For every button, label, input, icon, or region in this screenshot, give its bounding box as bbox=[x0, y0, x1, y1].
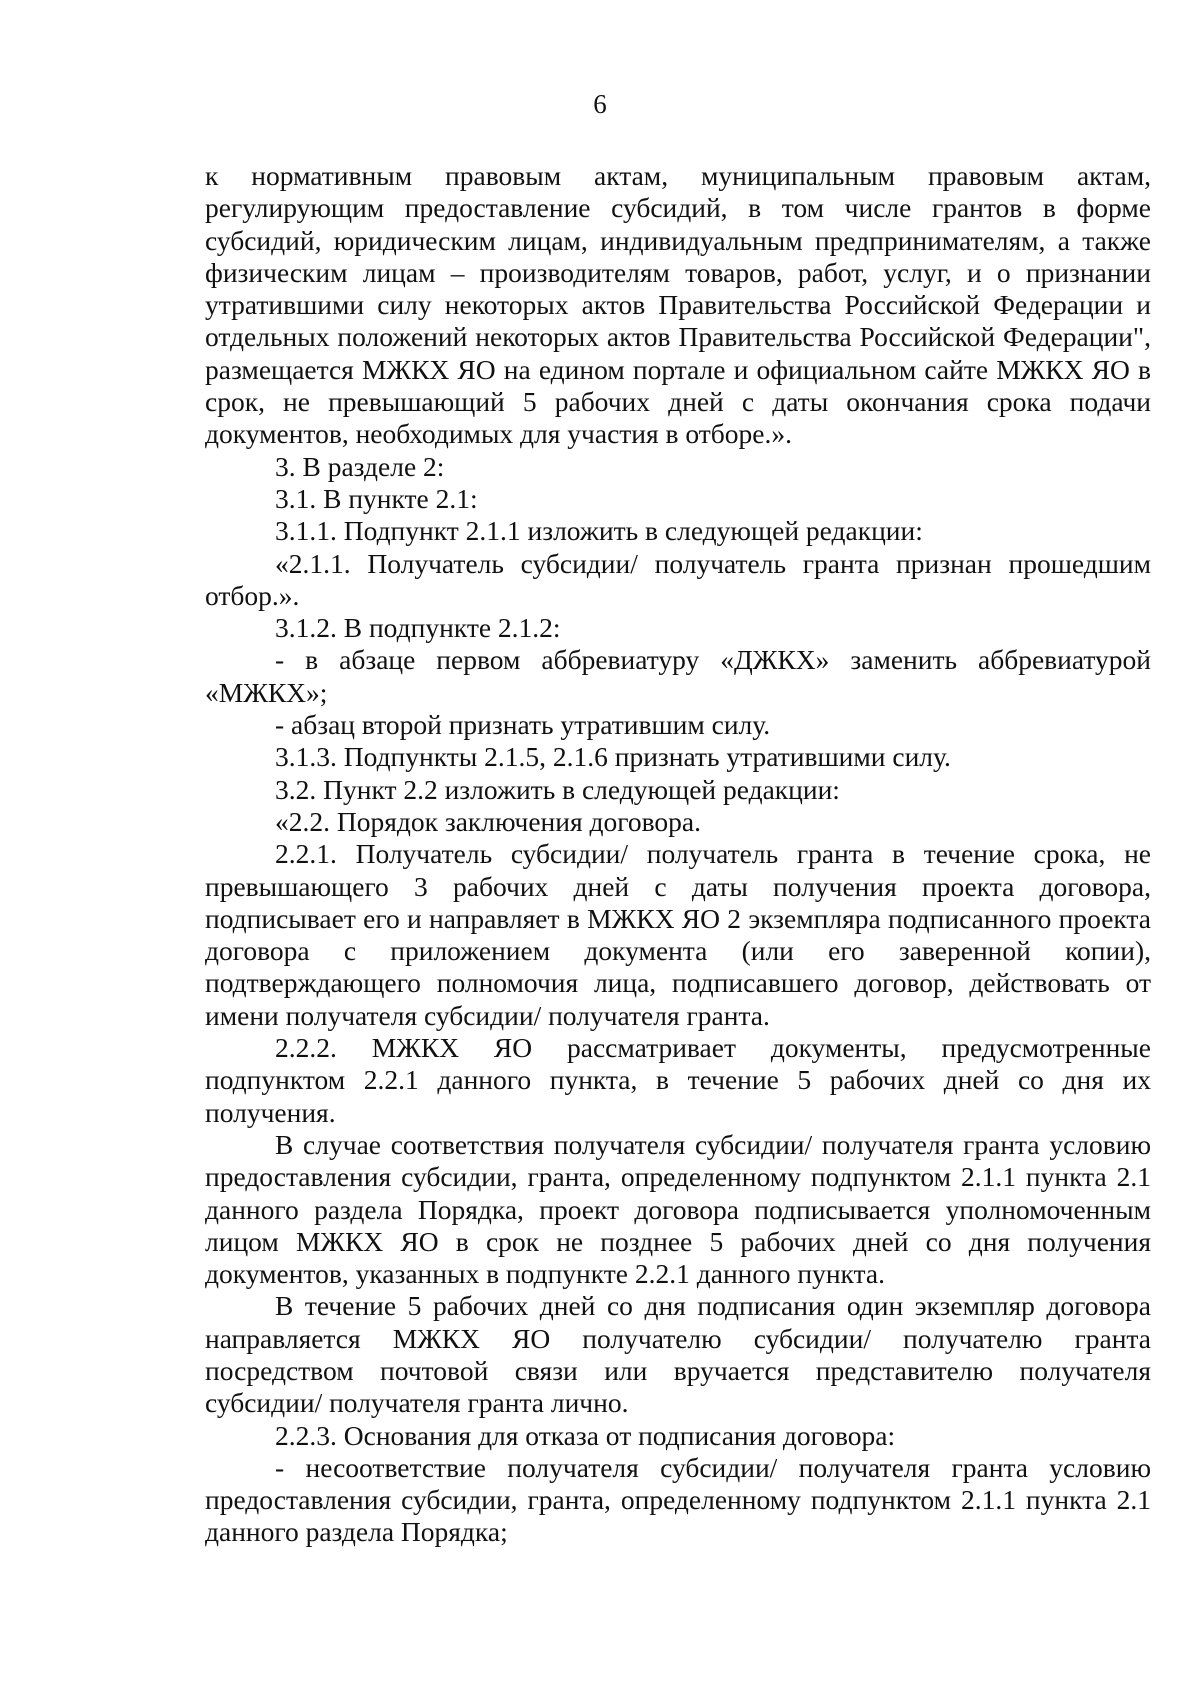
paragraph-9: 3.1.3. Подпункты 2.1.5, 2.1.6 признать утратившими силу. bbox=[275, 741, 951, 773]
paragraph-8: - абзац второй признать утратившим силу. bbox=[275, 709, 771, 741]
paragraph-15: В течение 5 рабочих дней со дня подписания один экземпляр договора направляется МЖКХ ЯО получателю субсидии/ получателю гранта посредством почтовой связи или вручается представителю получателя субсидии/ получателя гранта лично. bbox=[205, 1290, 1151, 1419]
paragraph-3: 3.1. В пункте 2.1: bbox=[275, 482, 478, 514]
paragraph-2: 3. В разделе 2: bbox=[275, 450, 445, 482]
paragraph-6: 3.1.2. В подпункте 2.1.2: bbox=[275, 612, 561, 644]
paragraph-5: «2.1.1. Получатель субсидии/ получатель гранта признан прошедшим отбор.». bbox=[205, 547, 1151, 611]
paragraph-4: 3.1.1. Подпункт 2.1.1 изложить в следующей редакции: bbox=[275, 515, 923, 547]
paragraph-1: к нормативным правовым актам, муниципальным правовым актам, регулирующим предоставление субсидий, в том числе грантов в форме субсидий, юридическим лицам, индивидуальным предпринимателям, а также физическим лицам – производителям товаров, работ, услуг, и о признании утратившими силу некоторых актов Правительства Российской Федерации и отдельных положений некоторых актов Правительства Российской Федерации", размещается МЖКХ ЯО на едином портале и официальном сайте МЖКХ ЯО в срок, не превышающий 5 рабочих дней с даты окончания срока подачи документов, необходимых для участия в отборе.». bbox=[205, 160, 1151, 450]
paragraph-13: 2.2.2. МЖКХ ЯО рассматривает документы, предусмотренные подпунктом 2.2.1 данного пункта, в течение 5 рабочих дней со дня их получения. bbox=[205, 1032, 1151, 1128]
paragraph-14: В случае соответствия получателя субсидии/ получателя гранта условию предоставления субсидии, гранта, определенному подпунктом 2.1.1 пункта 2.1 данного раздела Порядка, проект договора подписывается уполномоченным лицом МЖКХ ЯО в срок не позднее 5 рабочих дней со дня получения документов, указанных в подпункте 2.2.1 данного пункта. bbox=[205, 1128, 1151, 1290]
page-number: 6 bbox=[593, 89, 607, 119]
document-body bbox=[205, 160, 1151, 1549]
paragraph-16: 2.2.3. Основания для отказа от подписания договора: bbox=[275, 1419, 896, 1451]
paragraph-10: 3.2. Пункт 2.2 изложить в следующей редакции: bbox=[275, 773, 840, 805]
paragraph-17: - несоответствие получателя субсидии/ получателя гранта условию предоставления субсидии, гранта, определенному подпунктом 2.1.1 пункта 2.1 данного раздела Порядка; bbox=[205, 1451, 1151, 1548]
paragraph-12: 2.2.1. Получатель субсидии/ получатель гранта в течение срока, не превышающего 3 рабочих дней с даты получения проекта договора, подписывает его и направляет в МЖКХ ЯО 2 экземпляра подписанного проекта договора с приложением документа (или его заверенной копии), подтверждающего полномочия лица, подписавшего договор, действовать от имени получателя субсидии/ получателя гранта. bbox=[205, 838, 1151, 1031]
paragraph-7: - в абзаце первом аббревиатуру «ДЖКХ» заменить аббревиатурой «МЖКХ»; bbox=[205, 644, 1151, 708]
paragraph-11: «2.2. Порядок заключения договора. bbox=[275, 805, 701, 837]
